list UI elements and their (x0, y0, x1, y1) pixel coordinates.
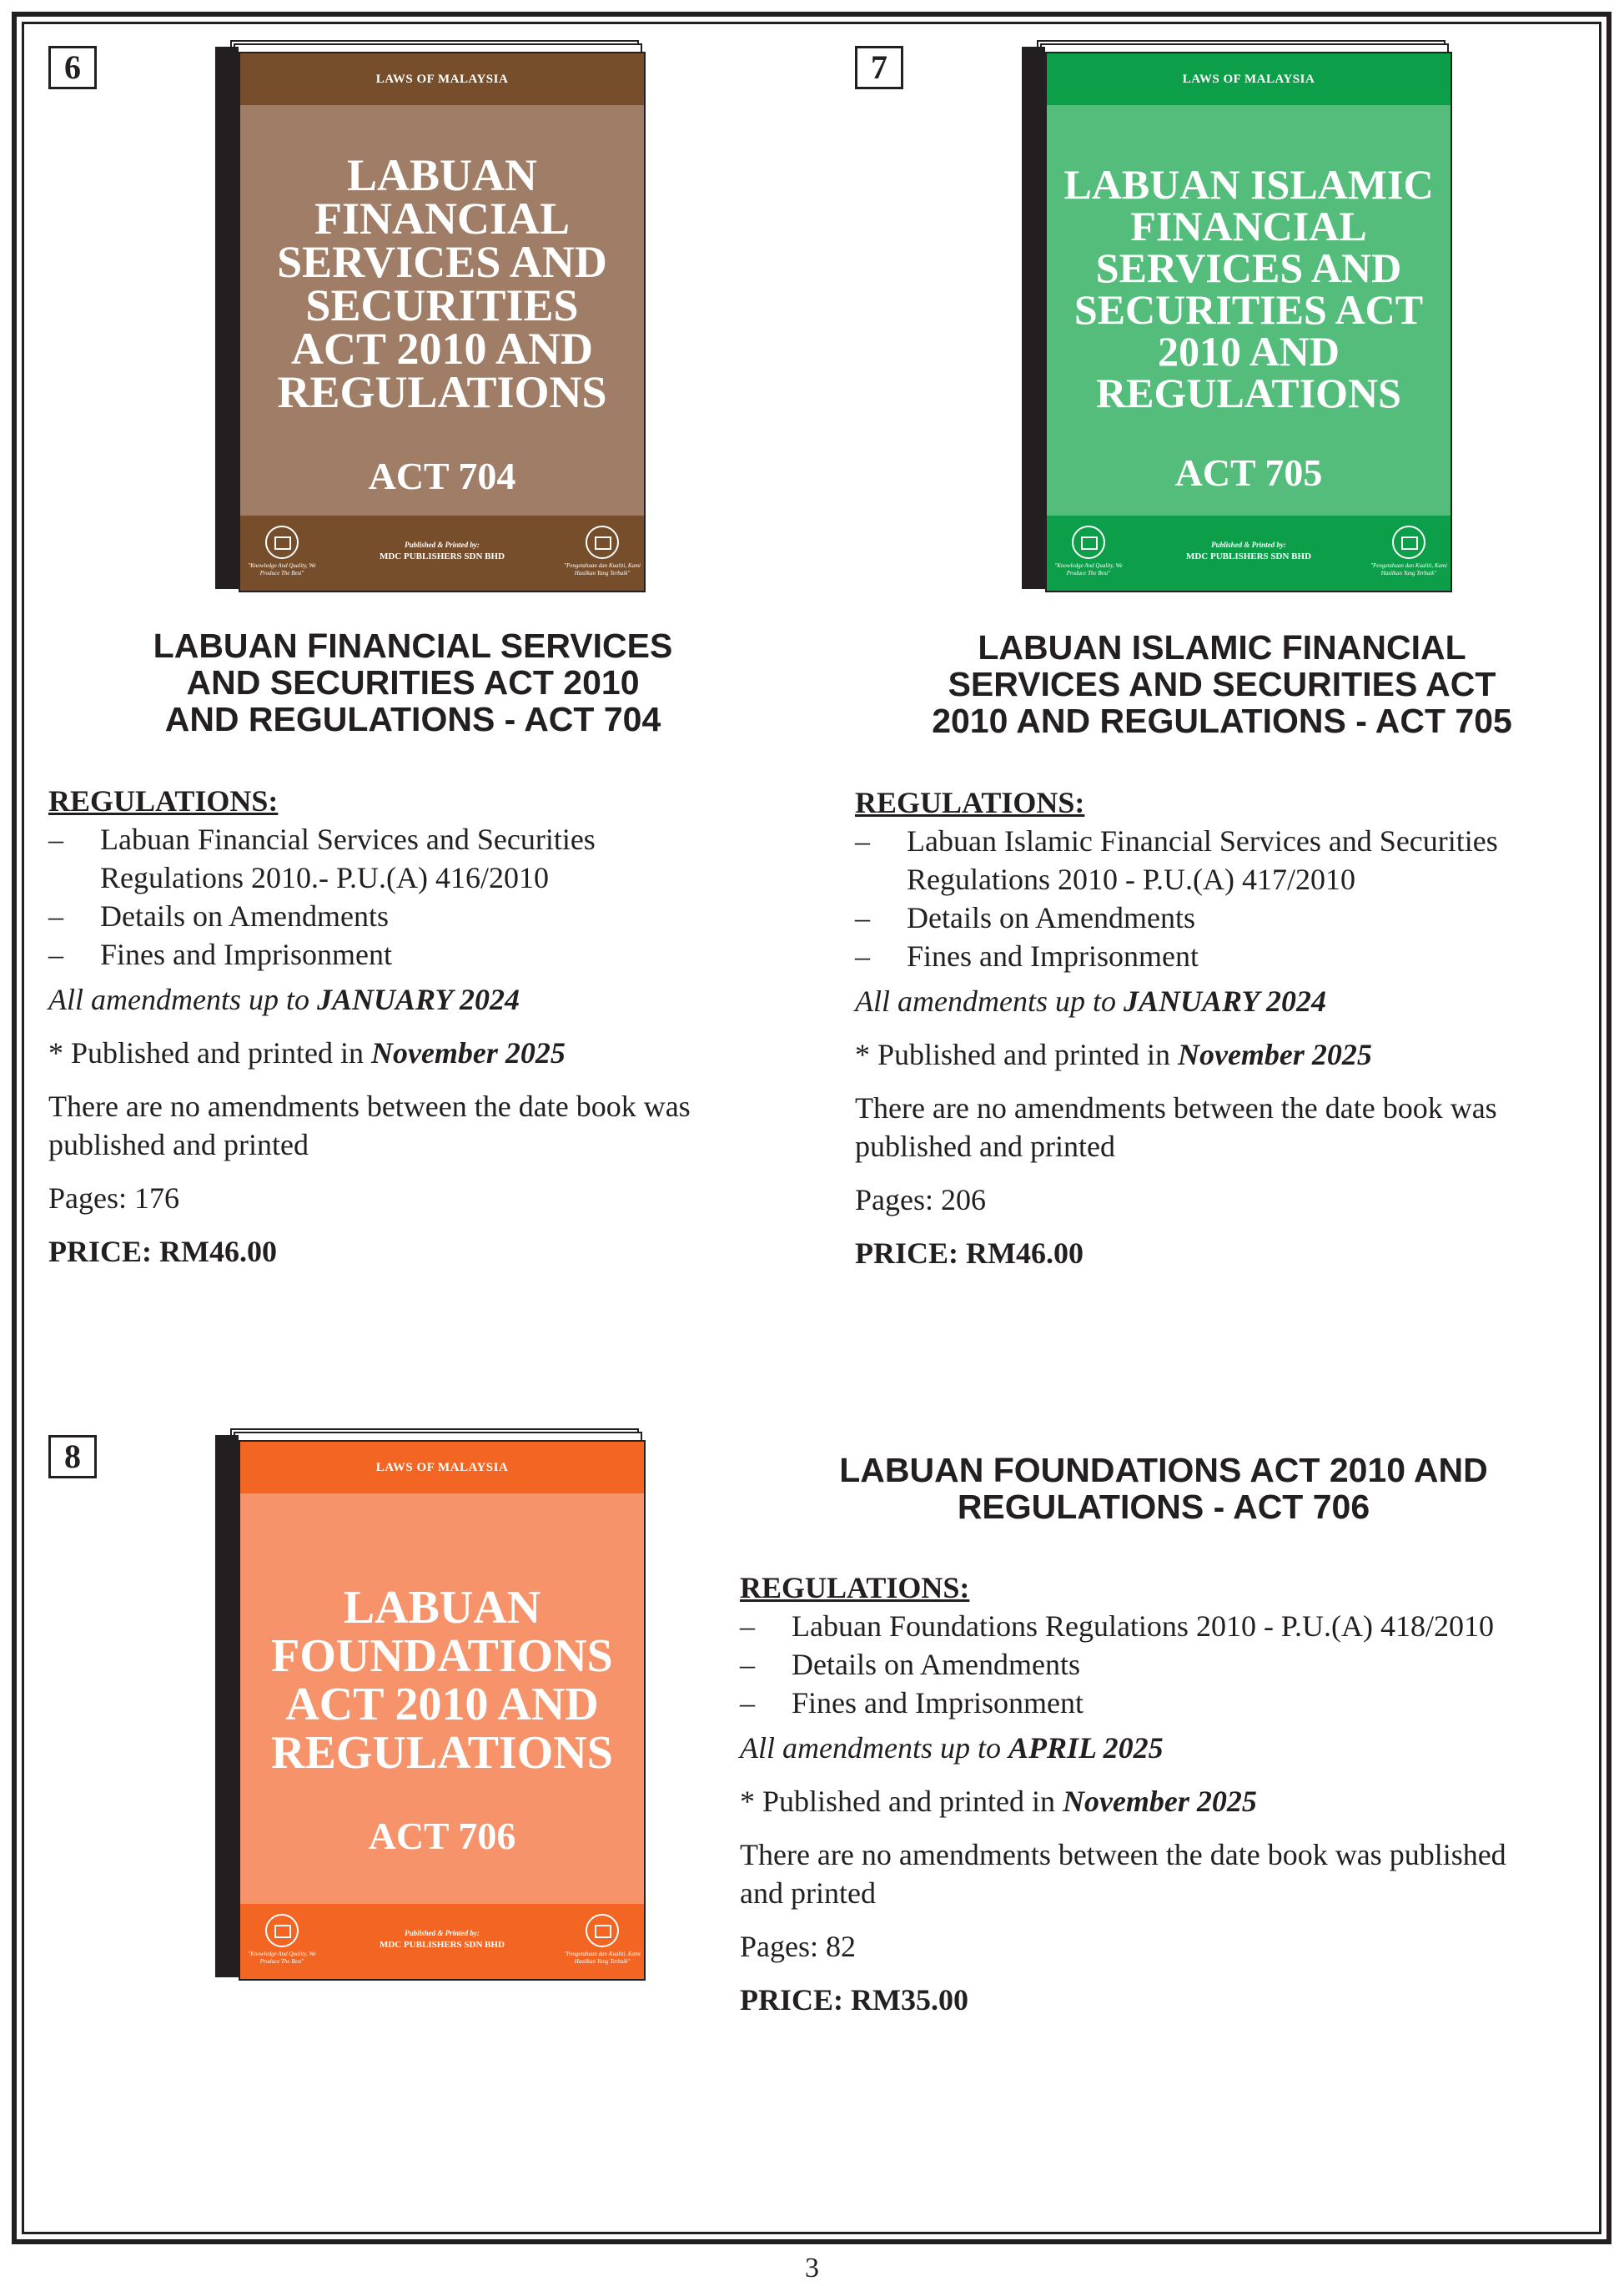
amendments-note (855, 982, 1589, 1020)
cover-motto: "Knowledge And Quality, We Produce The Best" (248, 1951, 316, 1965)
cover-publisher-band (1047, 516, 1451, 591)
amendments-prefix: All amendments up to (740, 1731, 1001, 1765)
amendments-note (740, 1729, 1582, 1767)
item-text: Labuan Financial Services and Securities (100, 823, 596, 856)
cover-series: LAWS OF MALAYSIA (240, 1442, 644, 1493)
cover-series: LAWS OF MALAYSIA (240, 53, 644, 105)
cover-title-line: ACT 2010 AND (285, 1679, 599, 1730)
note-line: There are no amendments between the date book was published (740, 1838, 1506, 1871)
item-text: Regulations 2010.- P.U.(A) 416/2010 (100, 861, 549, 894)
regulations-label: REGULATIONS: (48, 784, 279, 818)
cover-title-line: LABUAN (346, 150, 538, 200)
publisher-seal-icon (265, 1914, 299, 1947)
page-count: Pages: 206 (855, 1183, 986, 1216)
publisher-seal-icon (1072, 526, 1105, 559)
item-text: Fines and Imprisonment (907, 939, 1199, 973)
book-spine (1022, 47, 1045, 589)
heading-line: AND REGULATIONS - ACT 704 (164, 700, 661, 738)
cover-title-line: SECURITIES ACT (1073, 286, 1424, 333)
cover-publisher (324, 1927, 561, 1951)
cover-act-number: ACT 705 (1174, 451, 1323, 494)
cover-face (239, 52, 646, 592)
book-spine (215, 47, 239, 589)
cover-title (1055, 161, 1442, 416)
cover-act-number: ACT 704 (368, 455, 516, 497)
heading-line: REGULATIONS - ACT 706 (957, 1488, 1370, 1526)
cover-title-line: LABUAN ISLAMIC (1063, 161, 1434, 208)
cover-act-number: ACT 706 (368, 1815, 516, 1857)
list-item: – Details on Amendments (855, 901, 1195, 934)
book-spine (215, 1435, 239, 1977)
item-text: Labuan Foundations Regulations 2010 - P.U.(A) 418/2010 (792, 1609, 1494, 1643)
cover-title-line: ACT 2010 AND (290, 324, 594, 374)
book-heading (734, 1452, 1593, 1525)
cover-publisher-name: MDC PUBLISHERS SDN BHD (379, 551, 505, 561)
price: PRICE: RM46.00 (48, 1235, 277, 1268)
list-item: – Fines and Imprisonment (48, 938, 392, 971)
page-number: 3 (805, 2253, 819, 2283)
list-item: – Fines and Imprisonment (740, 1686, 1084, 1720)
note-line: There are no amendments between the date book was (855, 1091, 1497, 1125)
list-item: – Fines and Imprisonment (855, 939, 1199, 973)
cover-title-line: REGULATIONS (277, 367, 607, 417)
regulations-list (740, 1607, 1582, 1722)
cover-face (1045, 52, 1452, 592)
publisher-seal-icon (265, 526, 299, 559)
amendments-prefix: All amendments up to (48, 983, 309, 1016)
page-count: Pages: 82 (740, 1930, 856, 1963)
published-note (48, 1034, 782, 1072)
item-number-box: 8 (48, 1435, 97, 1478)
published-date: November 2025 (1062, 1785, 1257, 1818)
heading-line: SERVICES AND SECURITIES ACT (948, 665, 1496, 703)
regulations-label: REGULATIONS: (740, 1571, 970, 1604)
book-heading (50, 627, 776, 738)
no-amendments-note (855, 1089, 1589, 1166)
regulations-label: REGULATIONS: (855, 786, 1085, 819)
item-number-box: 6 (48, 46, 97, 89)
price: PRICE: RM35.00 (740, 1983, 968, 2017)
note-line: published and printed (855, 1130, 1115, 1163)
book-details (740, 1568, 1582, 2019)
cover-publisher-name: MDC PUBLISHERS SDN BHD (1185, 551, 1312, 561)
book-details (48, 782, 782, 1271)
amendments-prefix: All amendments up to (855, 984, 1116, 1018)
cover-motto: "Knowledge And Quality, We Produce The Best" (1054, 562, 1123, 577)
item-text: Details on Amendments (907, 901, 1195, 934)
cover-publisher (1130, 539, 1367, 562)
list-item: – Labuan Foundations Regulations 2010 - P.U.(A) 418/2010 (740, 1609, 1494, 1643)
item-text: Fines and Imprisonment (792, 1686, 1084, 1720)
cover-motto: "Pengetahuan dan Kualiti, Kami Hasilkan Yang Terbaik" (1370, 562, 1447, 577)
item-number-box: 7 (855, 46, 903, 89)
no-amendments-note (48, 1087, 782, 1164)
cover-title-line: LABUAN (343, 1582, 541, 1634)
cover-title-line: REGULATIONS (271, 1727, 613, 1779)
price: PRICE: RM46.00 (855, 1236, 1084, 1270)
published-note (855, 1035, 1589, 1074)
list-item: – Details on Amendments (740, 1648, 1080, 1681)
book-details (855, 783, 1589, 1272)
bumi-seal-icon (1392, 526, 1425, 559)
page-count: Pages: 176 (48, 1181, 179, 1215)
heading-line: AND SECURITIES ACT 2010 (186, 663, 640, 702)
cover-publisher (324, 539, 561, 562)
heading-line: LABUAN ISLAMIC FINANCIAL (978, 628, 1466, 667)
cover-publisher-band (240, 1904, 644, 1979)
cover-publisher-band (240, 516, 644, 591)
cover-title (249, 150, 636, 417)
published-date: November 2025 (1177, 1038, 1372, 1071)
cover-publisher-name: MDC PUBLISHERS SDN BHD (379, 1940, 505, 1950)
note-line: and printed (740, 1876, 876, 1910)
cover-published-by: Published & Printed by: (405, 541, 480, 549)
cover-title-line: SECURITIES (305, 280, 579, 330)
note-line: There are no amendments between the date book was (48, 1090, 691, 1123)
item-text: Labuan Islamic Financial Services and Securities (907, 824, 1498, 858)
cover-title-line: FINANCIAL (314, 194, 571, 244)
regulations-list (48, 820, 782, 974)
cover-published-by: Published & Printed by: (1211, 541, 1286, 549)
book-cover (215, 1428, 649, 1979)
cover-face (239, 1440, 646, 1981)
item-text: Details on Amendments (100, 899, 389, 933)
published-prefix: * Published and printed in (740, 1785, 1055, 1818)
item-text: Regulations 2010 - P.U.(A) 417/2010 (907, 863, 1355, 896)
published-prefix: * Published and printed in (48, 1036, 364, 1070)
cover-motto: "Pengetahuan dan Kualiti, Kami Hasilkan Yang Terbaik" (564, 1951, 641, 1965)
bumi-seal-icon (586, 526, 619, 559)
cover-title (249, 1584, 636, 1777)
cover-series: LAWS OF MALAYSIA (1047, 53, 1451, 105)
bumi-seal-icon (586, 1914, 619, 1947)
amendments-date: APRIL 2025 (1008, 1731, 1164, 1765)
book-heading (847, 629, 1597, 739)
list-item: – Labuan Financial Services and Securities Regulations 2010.- P.U.(A) 416/2010 (48, 823, 596, 894)
cover-motto: "Knowledge And Quality, We Produce The Best" (248, 562, 316, 577)
cover-title-line: FINANCIAL (1130, 203, 1367, 249)
item-text: Fines and Imprisonment (100, 938, 392, 971)
book-cover (1022, 40, 1456, 591)
amendments-date: JANUARY 2024 (316, 983, 520, 1016)
published-prefix: * Published and printed in (855, 1038, 1170, 1071)
book-cover (215, 40, 649, 591)
cover-title-line: FOUNDATIONS (271, 1630, 613, 1682)
cover-title-line: SERVICES AND (1095, 244, 1402, 291)
note-line: published and printed (48, 1128, 309, 1161)
cover-title-line: SERVICES AND (277, 237, 607, 287)
cover-title-line: 2010 AND (1157, 328, 1340, 375)
heading-line: LABUAN FINANCIAL SERVICES (153, 627, 673, 665)
no-amendments-note (740, 1835, 1582, 1912)
list-item: – Details on Amendments (48, 899, 389, 933)
published-note (740, 1782, 1582, 1820)
heading-line: 2010 AND REGULATIONS - ACT 705 (932, 702, 1512, 740)
list-item: – Labuan Islamic Financial Services and Securities Regulations 2010 - P.U.(A) 417/2010 (855, 824, 1498, 896)
regulations-list (855, 822, 1589, 975)
heading-line: LABUAN FOUNDATIONS ACT 2010 AND (839, 1451, 1488, 1489)
amendments-date: JANUARY 2024 (1123, 984, 1327, 1018)
cover-motto: "Pengetahuan dan Kualiti, Kami Hasilkan Yang Terbaik" (564, 562, 641, 577)
amendments-note (48, 980, 782, 1019)
cover-published-by: Published & Printed by: (405, 1929, 480, 1937)
published-date: November 2025 (370, 1036, 566, 1070)
item-text: Details on Amendments (792, 1648, 1080, 1681)
cover-title-line: REGULATIONS (1096, 370, 1401, 416)
